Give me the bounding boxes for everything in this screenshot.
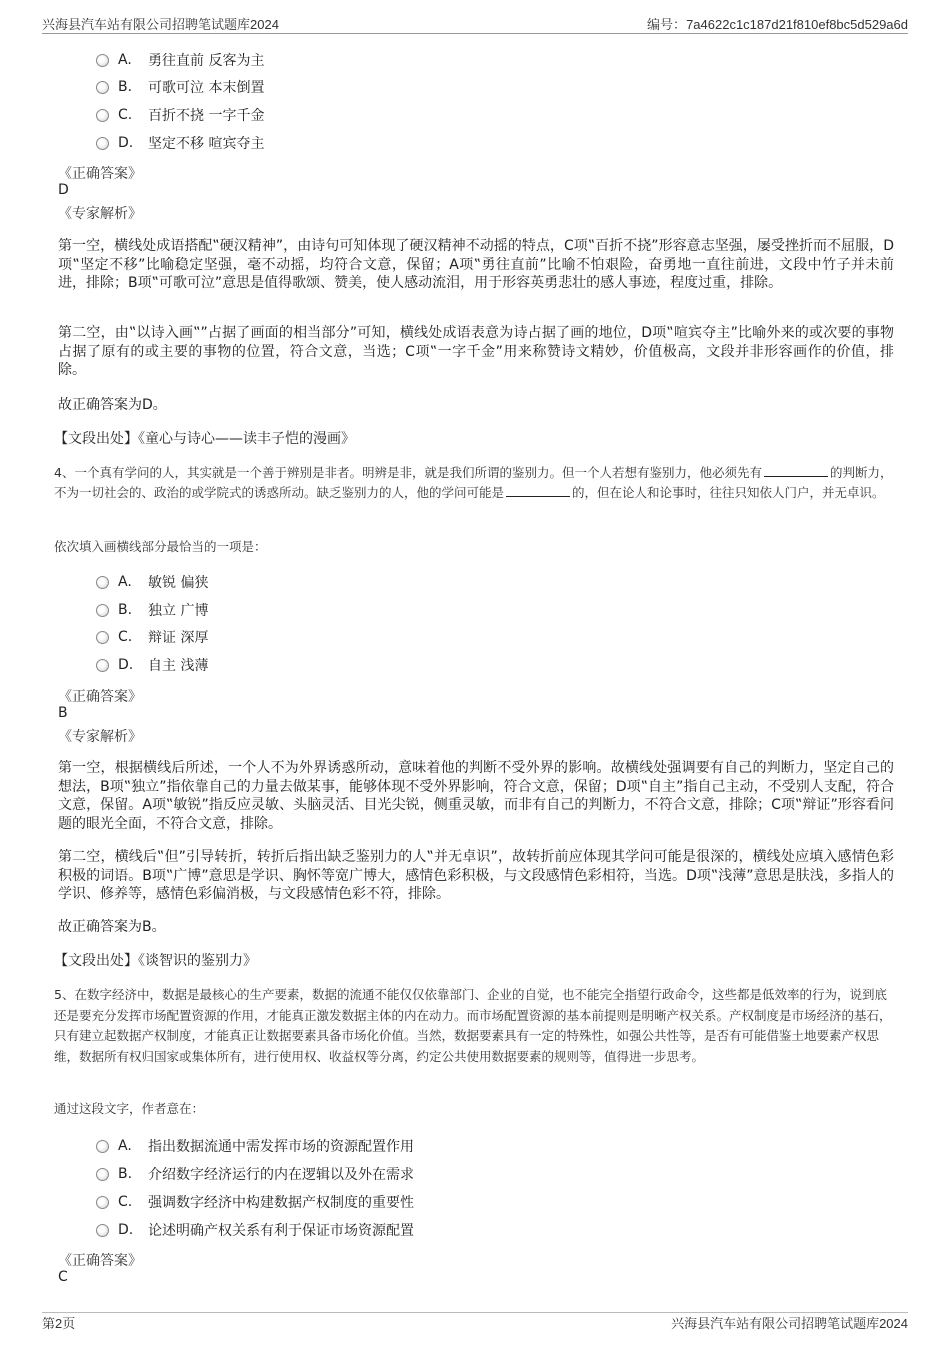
radio-icon[interactable] bbox=[96, 631, 109, 644]
passage-source: 【文段出处】《童心与诗心——读丰子恺的漫画》 bbox=[54, 431, 355, 447]
option-text: 介绍数字经济运行的内在逻辑以及外在需求 bbox=[148, 1167, 414, 1183]
question-text bbox=[54, 463, 896, 503]
radio-icon[interactable] bbox=[96, 1196, 109, 1209]
analysis-paragraph: 第二空，由‟以诗入画‟”占据了画面的相当部分”可知，横线处成语表意为诗占据了画的地位，D项‟喧宾夺主”比喻外来的或次要的事物占据了原有的或主要的事物的位置，符合文意，当选；C项‟一字千金”用来称赞诗文精妙，价值极高，文段并非形容画作的价值，排除。 bbox=[58, 325, 894, 378]
option-a[interactable] bbox=[96, 1135, 414, 1157]
option-letter: D. bbox=[118, 1222, 134, 1238]
radio-icon[interactable] bbox=[96, 54, 109, 67]
option-d[interactable] bbox=[96, 132, 264, 154]
option-a[interactable] bbox=[96, 49, 264, 71]
option-letter: A. bbox=[118, 574, 132, 590]
option-text: 坚定不移 喧宾夺主 bbox=[148, 136, 265, 152]
correct-answer-label: 《正确答案》 bbox=[58, 1253, 142, 1269]
option-a[interactable] bbox=[96, 571, 208, 593]
radio-icon[interactable] bbox=[96, 576, 109, 589]
correct-answer-label: 《正确答案》 bbox=[58, 689, 142, 705]
option-text: 百折不挠 一字千金 bbox=[148, 108, 265, 124]
option-d[interactable] bbox=[96, 1219, 414, 1241]
option-b[interactable] bbox=[96, 1163, 414, 1185]
option-letter: B. bbox=[118, 602, 133, 618]
option-c[interactable] bbox=[96, 626, 208, 648]
page-number: 第2页 bbox=[42, 1316, 76, 1331]
radio-icon[interactable] bbox=[96, 1168, 109, 1181]
analysis-paragraph: 第一空，根据横线后所述，一个人不为外界诱惑所动，意味着他的判断不受外界的影响。故横线处强调要有自己的判断力，坚定自己的想法，B项‟独立”指依靠自己的力量去做某事，能够体现不受外界影响，符合文意，保留；D项‟自主”指自己主动，不受别人支配，符合文意，保留。A项‟敏锐”指反应灵敏、头脑灵活、目光尖锐，侧重灵敏，而非有自己的判断力，不符合文意，排除；C项‟辩证”形容看问题的眼光全面，不符合文意，排除。 bbox=[58, 760, 894, 832]
question-part: 的，但在论人和论事时，往往只知依人门户，并无卓识。 bbox=[572, 484, 885, 500]
option-letter: B. bbox=[118, 79, 133, 95]
option-text: 论述明确产权关系有利于保证市场资源配置 bbox=[148, 1223, 414, 1239]
option-b[interactable] bbox=[96, 76, 264, 98]
conclusion: 故正确答案为B。 bbox=[58, 919, 166, 935]
correct-answer: C bbox=[58, 1269, 68, 1285]
option-d[interactable] bbox=[96, 654, 208, 676]
option-letter: D. bbox=[118, 657, 134, 673]
option-text: 指出数据流通中需发挥市场的资源配置作用 bbox=[148, 1139, 414, 1155]
radio-icon[interactable] bbox=[96, 137, 109, 150]
question-text: 5、在数字经济中，数据是最核心的生产要素，数据的流通不能仅仅依靠部门、企业的自觉，也不能完全指望行政命令，这些都是低效率的行为，说到底还是要充分发挥市场配置资源的作用，才能真正激发数据主体的内在动力。而市场配置资源的基本前提则是明晰产权关系。产权制度是市场经济的基石，只有建立起数据产权制度，才能真正让数据要素具备市场化价值。当然，数据要素具有一定的特殊性，如强公共性等，是否有可能借鉴土地要素产权思维，数据所有权归国家或集体所有，进行使用权、收益权等分离，约定公共使用数据要素的规则等，值得进一步思考。 bbox=[54, 987, 892, 1064]
option-b[interactable] bbox=[96, 599, 208, 621]
analysis-paragraph: 第二空，横线后‟但”引导转折，转折后指出缺乏鉴别力的人‟并无卓识”，故转折前应体现其学问可能是很深的，横线处应填入感情色彩积极的词语。B项‟广博”意思是学识、胸怀等宽广博大，感情色彩积极，与文段感情色彩相符，当选。D项‟浅薄”意思是肤浅，多指人的学识、修养等，感情色彩偏消极，与文段感情色彩不符，排除。 bbox=[58, 849, 894, 902]
option-letter: C. bbox=[118, 107, 133, 123]
passage-source: 【文段出处】《谈智识的鉴别力》 bbox=[54, 953, 257, 969]
question-part: 的判断力，不为一切社会的、政治的或学院式的诱惑所动。缺乏鉴别力的人，他的学问可能是 bbox=[54, 465, 893, 500]
expert-analysis-label: 《专家解析》 bbox=[58, 206, 142, 222]
blank-line bbox=[506, 484, 570, 497]
option-letter: C. bbox=[118, 629, 133, 645]
footer-title: 兴海县汽车站有限公司招聘笔试题库2024 bbox=[671, 1316, 908, 1331]
option-text: 辩证 深厚 bbox=[148, 630, 209, 646]
option-letter: A. bbox=[118, 1138, 132, 1154]
radio-icon[interactable] bbox=[96, 81, 109, 94]
radio-icon[interactable] bbox=[96, 1224, 109, 1237]
option-c[interactable] bbox=[96, 104, 264, 126]
header-title: 兴海县汽车站有限公司招聘笔试题库2024 bbox=[42, 17, 279, 32]
option-letter: C. bbox=[118, 1194, 133, 1210]
blank-line bbox=[764, 464, 828, 477]
document-code bbox=[647, 14, 908, 33]
question-prompt: 通过这段文字，作者意在： bbox=[54, 1101, 205, 1116]
radio-icon[interactable] bbox=[96, 109, 109, 122]
radio-icon[interactable] bbox=[96, 1140, 109, 1153]
option-text: 敏锐 偏狭 bbox=[148, 575, 209, 591]
expert-analysis-label: 《专家解析》 bbox=[58, 729, 142, 745]
option-letter: B. bbox=[118, 1166, 133, 1182]
question-part: 4、一个真有学问的人，其实就是一个善于辨别是非者。明辨是非，就是我们所谓的鉴别力。但一个人若想有鉴别力，他必须先有 bbox=[54, 465, 762, 480]
correct-answer: B bbox=[58, 705, 68, 721]
conclusion: 故正确答案为D。 bbox=[58, 397, 167, 413]
option-text: 强调数字经济中构建数据产权制度的重要性 bbox=[148, 1195, 414, 1211]
option-text: 勇往直前 反客为主 bbox=[148, 53, 265, 69]
radio-icon[interactable] bbox=[96, 659, 109, 672]
option-text: 自主 浅薄 bbox=[148, 658, 209, 674]
option-c[interactable] bbox=[96, 1191, 414, 1213]
radio-icon[interactable] bbox=[96, 604, 109, 617]
option-text: 独立 广博 bbox=[148, 603, 209, 619]
option-text: 可歌可泣 本末倒置 bbox=[148, 80, 265, 96]
code-label: 编号： bbox=[647, 17, 687, 32]
correct-answer-label: 《正确答案》 bbox=[58, 166, 142, 182]
analysis-paragraph: 第一空，横线处成语搭配‟硬汉精神”，由诗句可知体现了硬汉精神不动摇的特点，C项‟百折不挠”形容意志坚强，屡受挫折而不屈服，D项‟坚定不移”比喻稳定坚强，毫不动摇，均符合文意，保留；A项‟勇往直前”比喻不怕艰险，奋勇地一直往前进，文段中竹子并未前进，排除；B项‟可歌可泣”意思是值得歌颂、赞美，使人感动流泪，用于形容英勇悲壮的感人事迹，程度过重，排除。 bbox=[58, 238, 894, 291]
question-prompt: 依次填入画横线部分最恰当的一项是： bbox=[54, 539, 267, 554]
header-divider bbox=[42, 33, 908, 34]
option-letter: D. bbox=[118, 135, 134, 151]
correct-answer: D bbox=[58, 182, 69, 198]
code-value: 7a4622c1c187d21f810ef8bc5d529a6d bbox=[686, 17, 908, 32]
option-letter: A. bbox=[118, 52, 132, 68]
